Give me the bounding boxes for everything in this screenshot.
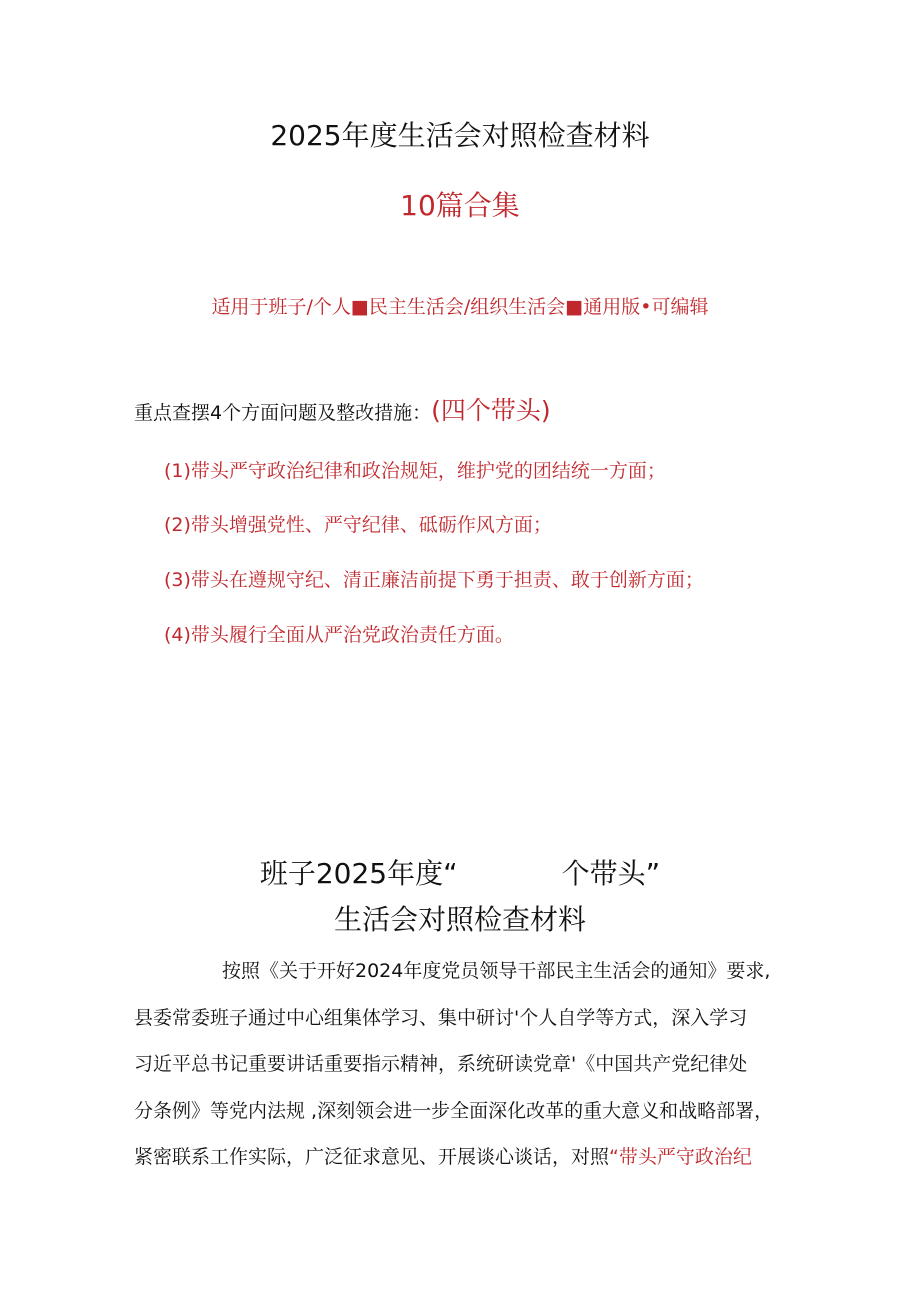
body-line: 按照《关于开好2024年度党员领导干部民主生活会的通知》要求, (222, 960, 771, 982)
focus-item: (2)带头增强党性、严守纪律、砥砺作风方面； (164, 514, 552, 536)
section-title-part1: 班子2025年度“ (259, 857, 458, 890)
body-line-text: 紧密联系工作实际，广泛征求意见、开展谈心谈话，对照 (134, 1146, 610, 1168)
focus-heading (134, 391, 551, 427)
focus-lead: 重点查摆4个方面问题及整改措施： (134, 402, 432, 424)
focus-emphasis: (四个带头) (431, 396, 551, 425)
document-title: 2025年度生活会对照检查材料 (270, 119, 650, 152)
body-line: 县委常委班子通过中心组集体学习、集中研讨'个人自学等方式，深入学习 (134, 1007, 748, 1029)
body-line: 分条例》等党内法规 ,深刻领会进一步全面深化改革的重大意义和战略部署， (134, 1100, 774, 1122)
focus-item: (3)带头在遵规守纪、清正廉洁前提下勇于担责、敢于创新方面； (164, 569, 704, 591)
scope-line: 适用于班子/个人■民主生活会/组织生活会■通用版•可编辑 (211, 296, 709, 318)
body-line: 习近平总书记重要讲话重要指示精神，系统研读党章'《中国共产党纪律处 (134, 1053, 748, 1075)
focus-item: (4)带头履行全面从严治党政治责任方面。 (164, 624, 514, 646)
body-highlight: “带头严守政治纪 (609, 1146, 752, 1168)
section-title-line2: 生活会对照检查材料 (333, 903, 586, 936)
document-subtitle: 10篇合集 (400, 189, 520, 222)
section-title-part2: 个带头” (561, 857, 661, 890)
focus-item: (1)带头严守政治纪律和政治规矩，维护党的团结统一方面； (164, 460, 666, 482)
body-line (134, 1142, 752, 1169)
section-title (0, 852, 920, 892)
